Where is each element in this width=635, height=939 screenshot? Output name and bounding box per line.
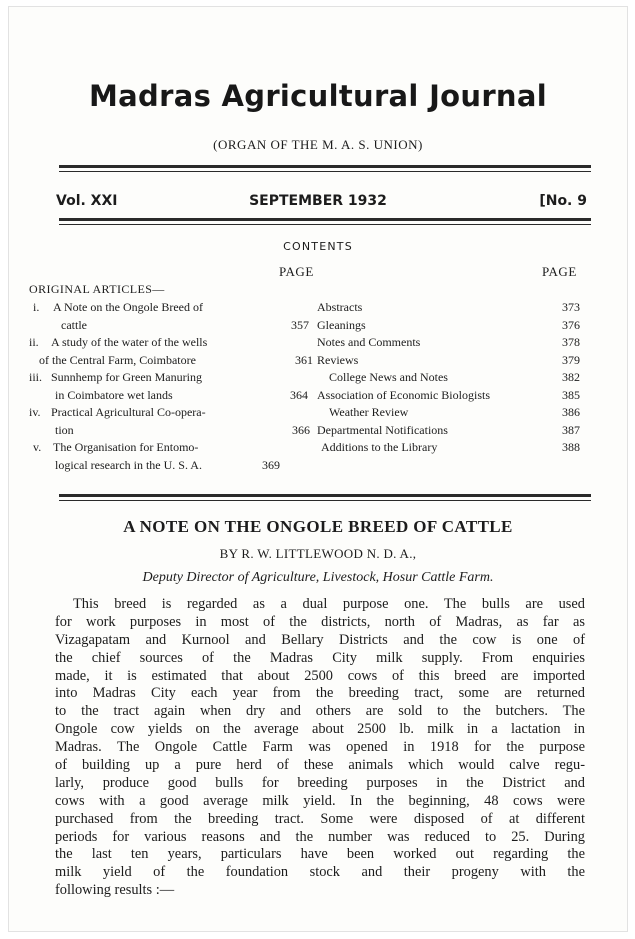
author-designation: Deputy Director of Agriculture, Livestock, Hosur Cattle Farm. (142, 570, 494, 585)
toc-entry (29, 334, 319, 352)
toc-entry-title: tion (55, 422, 74, 437)
toc-entry (309, 439, 589, 457)
toc-entry-title: Additions to the Library (321, 440, 438, 454)
toc-entry (29, 387, 319, 405)
toc-entry-page: 379 (562, 352, 580, 367)
toc-entry-title: cattle (61, 317, 87, 332)
toc-entry (309, 334, 589, 352)
toc-left-column (29, 299, 319, 474)
body-line: Madras. The Ongole Cattle Farm was opened in 1918 for the purpose (55, 739, 585, 756)
toc-entry-title: The Organisation for Entomo- (53, 440, 199, 454)
toc-entry-title: Abstracts (317, 300, 363, 314)
toc-entry (29, 317, 319, 335)
body-line: the chief sources of the Madras City milk supply. From enquiries (55, 649, 585, 666)
journal-title: Madras Agricultural Journal (89, 79, 547, 113)
toc-entry-title: Notes and Comments (317, 335, 421, 349)
toc-entry-page: 373 (562, 300, 580, 314)
body-line: Ongole cow yields on the average about 2500 lb. milk in a lactation in (55, 721, 585, 738)
toc-entry (309, 299, 589, 317)
body-line: made, it is estimated that about 2500 cows of this breed are imported (55, 667, 585, 684)
header-rule-thin (59, 224, 591, 225)
body-line: This breed is regarded as a dual purpose one. The bulls are used (73, 596, 585, 612)
toc-entry (29, 457, 319, 475)
contents-rule-thick (59, 494, 591, 497)
body-line: the last ten years, particulars have been worked out regarding the (55, 846, 585, 863)
toc-entry-page: 387 (562, 422, 580, 437)
toc-entry-title: A Note on the Ongole Breed of (53, 300, 203, 314)
toc-entry-title: Sunnhemp for Green Manuring (51, 370, 202, 384)
header-rule-thick (59, 218, 591, 221)
toc-entry (29, 352, 319, 370)
toc-entry (309, 352, 589, 370)
body-line: cows with a good average milk yield. In the beginning, 48 cows were (55, 792, 585, 809)
toc-entry-page: 361 (295, 352, 313, 367)
volume-label: Vol. XXI (56, 193, 118, 209)
toc-entry-page: 376 (562, 317, 580, 332)
toc-entry-page: 364 (290, 387, 308, 402)
toc-entry (29, 299, 319, 317)
body-line: Vizagapatam and Kurnool and Bellary Districts and the cow is one of (55, 631, 585, 648)
toc-entry-page: 378 (562, 335, 580, 349)
contents-rule-thin (59, 500, 591, 501)
toc-entry (309, 369, 589, 387)
toc-entry-page: 382 (562, 370, 580, 384)
toc-entry-title: Practical Agricultural Co-opera- (51, 405, 206, 419)
body-line: larly, produce good bulls for breeding purposes in the District and (55, 774, 585, 791)
issue-date: SEPTEMBER 1932 (249, 193, 387, 209)
toc-entry (29, 439, 319, 457)
page-column-label: PAGE (279, 264, 314, 279)
toc-entry-page: 386 (562, 405, 580, 419)
toc-entry-title: A study of the water of the wells (51, 335, 208, 349)
body-line: milk yield of the foundation stock and their progeny with the (55, 864, 585, 881)
toc-entry-page: 388 (562, 440, 580, 454)
toc-entry-page: 385 (562, 387, 580, 402)
toc-right-column (309, 299, 589, 457)
body-line: into Madras City each year from the breeding tract, some are returned (55, 685, 585, 702)
toc-entry-title: logical research in the U. S. A. (55, 457, 202, 472)
toc-entry (29, 422, 319, 440)
body-line: for work purposes in most of the districts, north of Madras, as far as (55, 613, 585, 630)
toc-entry-title: Reviews (317, 352, 359, 367)
journal-page (8, 6, 628, 932)
toc-entry-title: of the Central Farm, Coimbatore (39, 352, 196, 367)
article-body (55, 596, 585, 900)
toc-entry (309, 317, 589, 335)
toc-entry-number: ii. (29, 335, 39, 349)
issue-number: [No. 9 (539, 193, 587, 209)
toc-entry-title: College News and Notes (329, 370, 448, 384)
body-line: purchased from the breeding tract. Some were disposed of at different (55, 810, 585, 827)
article-byline: BY R. W. LITTLEWOOD N. D. A., (219, 546, 417, 561)
body-line: periods for various reasons and the number was reduced to 25. During (55, 828, 585, 845)
article-title: A NOTE ON THE ONGOLE BREED OF CATTLE (123, 517, 513, 536)
toc-entry-page: 366 (292, 422, 310, 437)
toc-entry-title: in Coimbatore wet lands (55, 387, 173, 402)
toc-entry-page: 369 (262, 457, 280, 472)
body-line: following results :— (55, 882, 175, 899)
toc-entry-title: Departmental Notifications (317, 422, 448, 437)
toc-entry (29, 369, 319, 387)
toc-entry (309, 422, 589, 440)
toc-entry (309, 404, 589, 422)
toc-entry-number: iv. (29, 405, 41, 419)
toc-entry-number: iii. (29, 370, 43, 384)
toc-entry (29, 404, 319, 422)
toc-entry-title: Gleanings (317, 317, 366, 332)
top-rule-thin (59, 171, 591, 172)
page-column-label: PAGE (542, 264, 577, 279)
toc-entry-title: Weather Review (329, 405, 409, 419)
toc-entry-number: v. (33, 440, 42, 454)
contents-heading: CONTENTS (283, 240, 353, 253)
top-rule-thick (59, 165, 591, 168)
toc-entry (309, 387, 589, 405)
toc-entry-title: Association of Economic Biologists (317, 387, 490, 402)
toc-entry-number: i. (33, 300, 40, 314)
organ-subtitle: (ORGAN OF THE M. A. S. UNION) (213, 137, 423, 152)
toc-entry-page: 357 (291, 317, 309, 332)
body-line: of building up a pure herd of these animals which would calve regu- (55, 757, 585, 774)
section-heading: ORIGINAL ARTICLES— (29, 282, 165, 296)
body-line: to the tract again when dry and others are sold to the butchers. The (55, 703, 585, 720)
